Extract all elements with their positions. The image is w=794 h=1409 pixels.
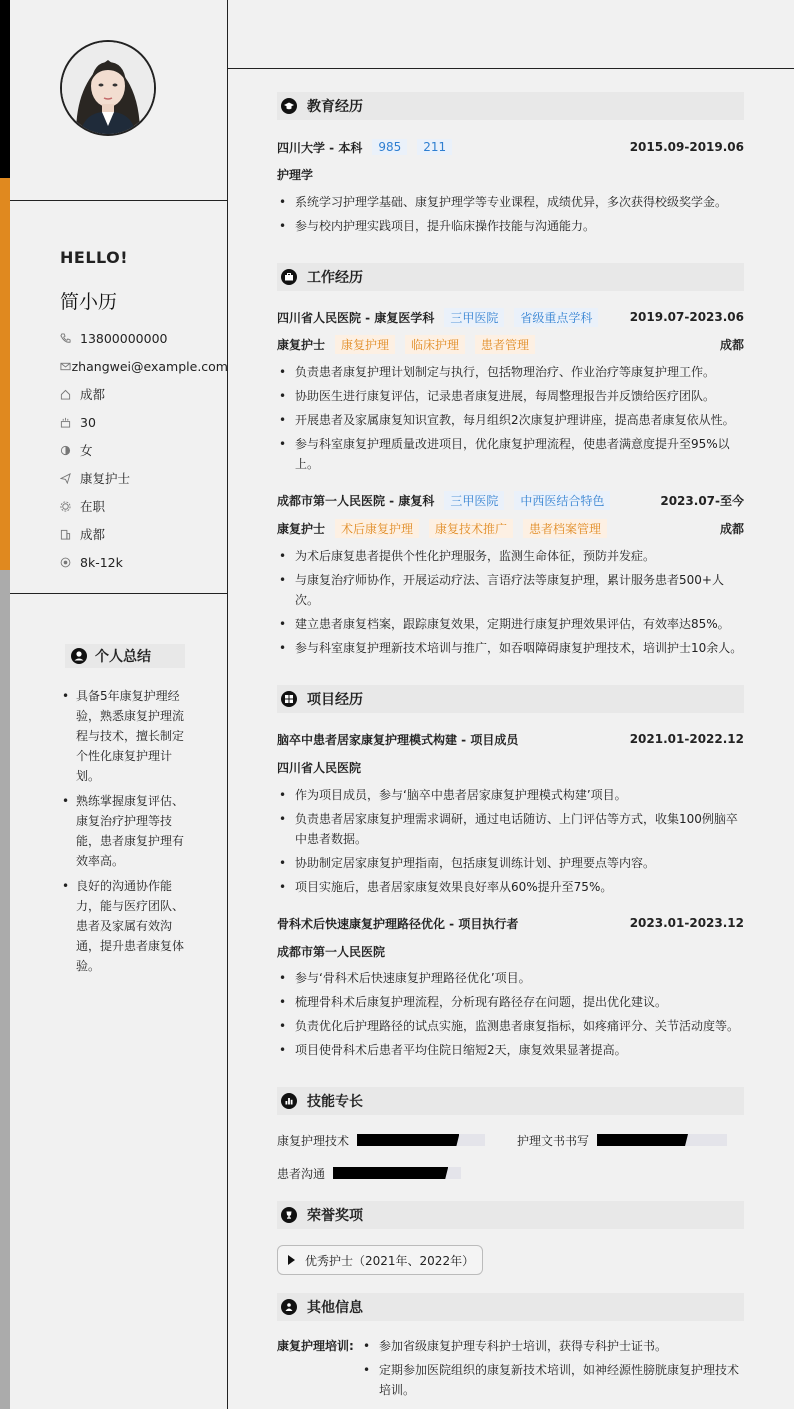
education-row bbox=[277, 137, 744, 157]
tag: 三甲医院 bbox=[444, 308, 504, 327]
info-status bbox=[60, 492, 228, 520]
skill-bar bbox=[333, 1167, 461, 1179]
project-date: 2023.01-2023.12 bbox=[629, 916, 744, 930]
list-item: • 为术后康复患者提供个性化护理服务，监测生命体征，预防并发症。 bbox=[277, 546, 744, 566]
job-city: 成都 bbox=[719, 521, 744, 536]
skills-title: 技能专长 bbox=[307, 1094, 363, 1110]
info-text: 在职 bbox=[80, 499, 106, 514]
skill-bar bbox=[357, 1134, 485, 1146]
gender-icon bbox=[60, 445, 80, 456]
list-item: • 协助医生进行康复评估，记录患者康复进展，每周整理报告并反馈给医疗团队。 bbox=[277, 386, 744, 406]
list-item: • 负责患者居家康复护理需求调研，通过电话随访、上门评估等方式，收集100例脑卒中患者数据。 bbox=[277, 809, 744, 849]
skill-bar-fill bbox=[597, 1134, 688, 1146]
skill-tag: 康复技术推广 bbox=[429, 519, 513, 538]
list-item: • 系统学习护理学基础、康复护理学等专业课程，成绩优异，多次获得校级奖学金。 bbox=[277, 192, 744, 212]
info-text: 成都 bbox=[80, 387, 106, 402]
info-text: 13800000000 bbox=[80, 330, 168, 346]
list-item: • 梳理骨科术后康复护理流程，分析现有路径存在问题，提出优化建议。 bbox=[277, 992, 744, 1012]
major-row bbox=[277, 164, 744, 184]
user-circle-icon bbox=[71, 648, 87, 664]
project-org: 四川省人民医院 bbox=[277, 760, 362, 775]
job-role-row bbox=[277, 334, 744, 354]
skill-tag: 术后康复护理 bbox=[335, 519, 419, 538]
job-duties-list bbox=[277, 362, 744, 478]
work-heading bbox=[277, 263, 744, 291]
list-item: • 负责患者康复护理计划制定与执行，包括物理治疗、作业治疗等康复护理工作。 bbox=[277, 362, 744, 382]
info-text: 8k-12k bbox=[80, 554, 123, 570]
work-title: 工作经历 bbox=[307, 270, 363, 286]
list-item: • 具备5年康复护理经验，熟悉康复护理流程与技术，擅长制定个性化康复护理计划。 bbox=[62, 686, 184, 786]
skill-name: 护理文书书写 bbox=[517, 1133, 590, 1148]
other-title: 其他信息 bbox=[307, 1300, 363, 1316]
project-org-row bbox=[277, 941, 744, 961]
training-list bbox=[361, 1336, 744, 1404]
strip-black bbox=[0, 0, 10, 178]
skill-tag: 患者档案管理 bbox=[523, 519, 607, 538]
info-phone bbox=[60, 324, 228, 352]
job-date: 2023.07-至今 bbox=[660, 493, 744, 508]
training-label: 康复护理培训: bbox=[277, 1339, 354, 1353]
info-salary bbox=[60, 548, 228, 576]
list-item: • 项目使骨科术后患者平均住院日缩短2天，康复效果显著提高。 bbox=[277, 1040, 744, 1060]
project-list bbox=[277, 785, 744, 901]
skill-bar-fill bbox=[357, 1134, 459, 1146]
skill-bar-fill bbox=[333, 1167, 448, 1179]
education-title: 教育经历 bbox=[307, 99, 363, 115]
strip-gray bbox=[0, 570, 10, 1409]
summary-title: 个人总结 bbox=[95, 649, 151, 665]
expand-triangle-icon bbox=[288, 1255, 295, 1265]
building-icon bbox=[60, 529, 80, 540]
education-list bbox=[277, 192, 744, 240]
skills-heading bbox=[277, 1087, 744, 1115]
send-icon bbox=[60, 473, 80, 484]
projects-heading bbox=[277, 685, 744, 713]
tag: 省级重点学科 bbox=[514, 308, 598, 327]
info-text: 成都 bbox=[80, 527, 106, 542]
project-org: 成都市第一人民医院 bbox=[277, 944, 386, 959]
info-text: 女 bbox=[80, 443, 93, 458]
list-item: • 参与校内护理实践项目，提升临床操作技能与沟通能力。 bbox=[277, 216, 744, 236]
education-date: 2015.09-2019.06 bbox=[629, 140, 744, 154]
education-heading bbox=[277, 92, 744, 120]
person-name: 简小历 bbox=[60, 291, 118, 313]
tag: 中西医结合特色 bbox=[514, 491, 610, 510]
info-gender bbox=[60, 436, 228, 464]
list-item: • 建立患者康复档案，跟踪康复效果，定期进行康复护理效果评估，有效率达85%。 bbox=[277, 614, 744, 634]
awards-title: 荣誉奖项 bbox=[307, 1208, 363, 1224]
projects-title: 项目经历 bbox=[307, 692, 363, 708]
job-row bbox=[277, 307, 744, 327]
home-icon bbox=[60, 389, 80, 400]
skill-name: 康复护理技术 bbox=[277, 1133, 350, 1148]
project-row bbox=[277, 913, 744, 933]
award-text: 优秀护士（2021年、2022年） bbox=[305, 1253, 475, 1268]
info-text: zhangwei@example.com bbox=[71, 358, 228, 374]
project-row bbox=[277, 729, 744, 749]
graduation-cap-icon bbox=[281, 98, 297, 114]
avatar bbox=[60, 40, 156, 136]
skill-item bbox=[277, 1130, 485, 1150]
project-date: 2021.01-2022.12 bbox=[629, 732, 744, 746]
other-heading bbox=[277, 1293, 744, 1321]
job-role: 康复护士 bbox=[277, 521, 326, 536]
grid-icon bbox=[281, 691, 297, 707]
awards-heading bbox=[277, 1201, 744, 1229]
cake-icon bbox=[60, 417, 80, 428]
project-list bbox=[277, 968, 744, 1064]
info-age bbox=[60, 408, 228, 436]
summary-list bbox=[62, 686, 184, 981]
list-item: • 开展患者及家属康复知识宣教，每月组织2次康复护理讲座，提高患者康复依从性。 bbox=[277, 410, 744, 430]
school-name: 四川大学 - 本科 bbox=[277, 140, 363, 155]
hello-heading: HELLO! bbox=[60, 248, 129, 267]
job-city: 成都 bbox=[719, 337, 744, 352]
project-name: 脑卒中患者居家康复护理模式构建 - 项目成员 bbox=[277, 732, 519, 747]
list-item: • 熟练掌握康复评估、康复治疗护理等技能，患者康复护理有效率高。 bbox=[62, 791, 184, 871]
project-name: 骨科术后快速康复护理路径优化 - 项目执行者 bbox=[277, 916, 519, 931]
list-item: • 作为项目成员，参与‘脑卒中患者居家康复护理模式构建’项目。 bbox=[277, 785, 744, 805]
skill-bar bbox=[597, 1134, 727, 1146]
info-position bbox=[60, 464, 228, 492]
trophy-icon bbox=[281, 1207, 297, 1223]
main-header-band bbox=[228, 0, 794, 69]
skill-item bbox=[517, 1130, 727, 1150]
list-item: • 负责优化后护理路径的试点实施，监测患者康复指标，如疼痛评分、关节活动度等。 bbox=[277, 1016, 744, 1036]
job-role-row bbox=[277, 518, 744, 538]
tag: 985 bbox=[372, 139, 407, 155]
skill-item bbox=[277, 1163, 461, 1183]
job-org: 成都市第一人民医院 - 康复科 bbox=[277, 493, 435, 508]
list-item: • 与康复治疗师协作，开展运动疗法、言语疗法等康复护理，累计服务患者500+人次。 bbox=[277, 570, 744, 610]
job-date: 2019.07-2023.06 bbox=[629, 310, 744, 324]
project-org-row bbox=[277, 757, 744, 777]
info-text: 康复护士 bbox=[80, 471, 131, 486]
strip-orange bbox=[0, 178, 10, 570]
info-text: 30 bbox=[80, 414, 96, 430]
color-strip bbox=[0, 0, 10, 1409]
briefcase-icon bbox=[281, 269, 297, 285]
list-item: • 参加省级康复护理专科护士培训，获得专科护士证书。 bbox=[361, 1336, 744, 1356]
contact-info-list bbox=[60, 324, 228, 576]
bar-chart-icon bbox=[281, 1093, 297, 1109]
skill-tag: 康复护理 bbox=[335, 335, 395, 354]
phone-icon bbox=[60, 333, 80, 344]
status-icon bbox=[60, 501, 80, 512]
salary-icon bbox=[60, 557, 80, 568]
avatar-area bbox=[10, 0, 227, 201]
tag: 211 bbox=[417, 139, 452, 155]
list-item: • 参与‘骨科术后快速康复护理路径优化’项目。 bbox=[277, 968, 744, 988]
list-item: • 参与科室康复护理新技术培训与推广，如吞咽障碍康复护理技术，培训护士10余人。 bbox=[277, 638, 744, 658]
skill-tag: 患者管理 bbox=[475, 335, 535, 354]
list-item: • 项目实施后，患者居家康复效果良好率从60%提升至75%。 bbox=[277, 877, 744, 897]
info-email bbox=[60, 352, 228, 380]
list-item: • 良好的沟通协作能力，能与医疗团队、患者及家属有效沟通，提升患者康复体验。 bbox=[62, 876, 184, 976]
summary-heading bbox=[65, 644, 185, 668]
info-location bbox=[60, 380, 228, 408]
major: 护理学 bbox=[277, 167, 314, 182]
tag: 三甲医院 bbox=[444, 491, 504, 510]
person-icon bbox=[281, 1299, 297, 1315]
list-item: • 协助制定居家康复护理指南，包括康复训练计划、护理要点等内容。 bbox=[277, 853, 744, 873]
info-city bbox=[60, 520, 228, 548]
list-item: • 参与科室康复护理质量改进项目，优化康复护理流程，使患者满意度提升至95%以上。 bbox=[277, 434, 744, 474]
skill-tag: 临床护理 bbox=[405, 335, 465, 354]
skill-name: 患者沟通 bbox=[277, 1166, 326, 1181]
mail-icon bbox=[60, 361, 72, 372]
sidebar bbox=[10, 0, 228, 1409]
job-org: 四川省人民医院 - 康复医学科 bbox=[277, 310, 435, 325]
list-item: • 定期参加医院组织的康复新技术培训，如神经源性膀胱康复护理技术培训。 bbox=[361, 1360, 744, 1400]
job-role: 康复护士 bbox=[277, 337, 326, 352]
job-duties-list bbox=[277, 546, 744, 662]
award-item-toggle[interactable] bbox=[277, 1245, 483, 1275]
job-row bbox=[277, 490, 744, 510]
sidebar-divider bbox=[10, 593, 227, 594]
